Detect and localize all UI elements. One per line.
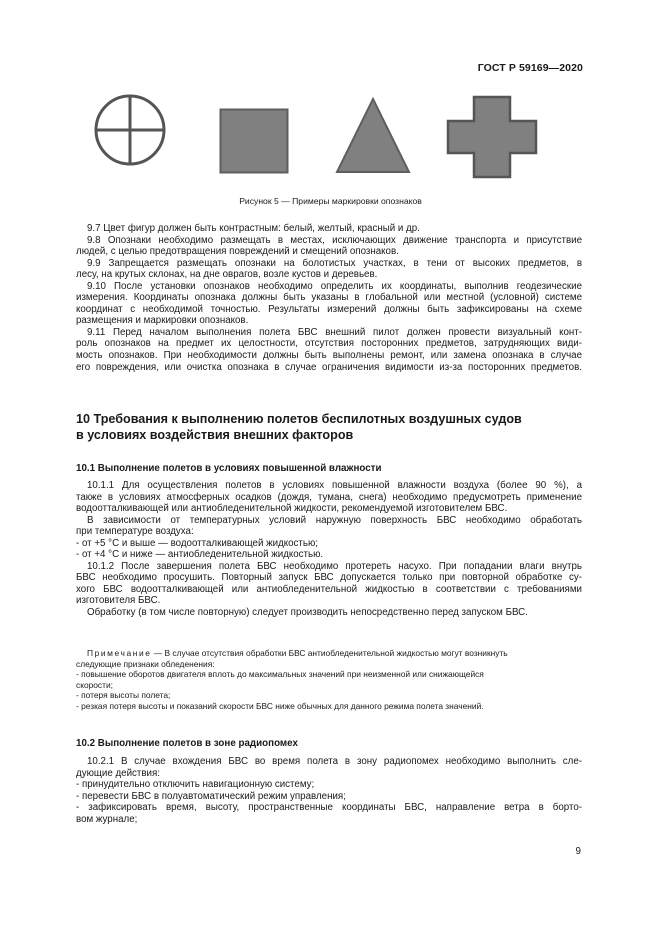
para-10-2-1-line: дующие действия: bbox=[76, 767, 160, 779]
para-10-1-1-line: 10.1.1 Для осуществления полетов в условиях повышенной влажности воздуха (более 90 %), а bbox=[87, 480, 582, 491]
figure-5 bbox=[0, 90, 661, 190]
para-10-1-1-line: также в условиях атмосферных осадков (дождя, тумана, снега) необходимо предусмотреть применение bbox=[76, 491, 582, 503]
subsection-10-2-title: 10.2 Выполнение полетов в зоне радиопомех bbox=[76, 738, 298, 749]
para-9-11-line: роль опознаков на предмет их целостности, отсутствия посторонних предметов, затрудняющих види- bbox=[76, 338, 582, 350]
list-item: - принудительно отключить навигационную систему; bbox=[76, 779, 315, 791]
para-9-10-line: измерения. Координаты опознака должны быть указаны в глобальной или местной (условной) системе bbox=[76, 292, 582, 304]
square-icon bbox=[219, 108, 289, 174]
list-item: вом журнале; bbox=[76, 813, 138, 825]
list-item: - перевести БВС в полуавтоматический режим управления; bbox=[76, 790, 346, 802]
para-10-1-2-line: хого БВС водоотталкивающей или антиобледенительной жидкостью в соответствии с требованиями bbox=[76, 583, 582, 595]
para-10-1-2-line: 10.1.2 После завершения полета БВС необходимо протереть насухо. При попадании влаги внутрь bbox=[87, 560, 582, 572]
list-item: - зафиксировать время, высоту, пространственные координаты БВС, направление ветра в борто- bbox=[76, 802, 582, 814]
subsection-10-2-text bbox=[76, 756, 582, 825]
circle-cross-icon bbox=[92, 90, 170, 170]
para-temp-line: при температуре воздуха: bbox=[76, 526, 194, 538]
note-label: Примечание bbox=[87, 648, 152, 658]
triangle-icon bbox=[334, 96, 412, 176]
section-9-text bbox=[76, 223, 582, 373]
para-10-1-2-line: изготовителя БВС. bbox=[76, 595, 161, 607]
subsection-10-1-title: 10.1 Выполнение полетов в условиях повышенной влажности bbox=[76, 463, 382, 474]
para-9-10-line: 9.10 После установки опознаков необходимо определить их координаты, выполнив геодезические bbox=[87, 280, 582, 292]
note-text: — В случае отсутствия обработки БВС антиобледенительной жидкостью могут возникнуть bbox=[151, 648, 508, 658]
para-10-1-2-line: БВС необходимо просушить. Повторный запуск БВС допускается только при повторной обработке су- bbox=[76, 572, 582, 584]
note-text: следующие признаки обледенения: bbox=[76, 658, 215, 669]
cross-icon bbox=[446, 95, 538, 179]
para-9-9-line: лесу, на крутых склонах, на дне оврагов, возле кустов и деревьев. bbox=[76, 269, 378, 281]
note-block bbox=[76, 648, 582, 712]
para-10-2-1-line: 10.2.1 В случае вхождения БВС во время полета в зону радиопомех необходимо выполнить сле- bbox=[87, 756, 582, 767]
para-9-8-line: людей, с целью предотвращения повреждений и смещений опознаков. bbox=[76, 246, 399, 258]
para-9-7: 9.7 Цвет фигур должен быть контрастным: белый, желтый, красный и др. bbox=[87, 223, 420, 234]
note-item: скорости; bbox=[76, 679, 113, 690]
para-9-11-line: 9.11 Перед началом выполнения полета БВС внешний пилот должен провести визуальный конт- bbox=[87, 326, 582, 338]
section-10-title: 10 Требования к выполнению полетов беспилотных воздушных судов в условиях воздействия внешних факторов bbox=[76, 412, 522, 442]
para-temp-line: В зависимости от температурных условий наружную поверхность БВС необходимо обработать bbox=[87, 514, 582, 526]
figure-caption: Рисунок 5 — Примеры маркировки опознаков bbox=[239, 196, 422, 206]
para-9-9-line: 9.9 Запрещается размещать опознаки на болотистых участках, в тени от высоких предметов, в bbox=[87, 257, 582, 269]
para-10-1-1-line: водоотталкивающей или антиобледенительной жидкости, рекомендуемой изготовителем БВС. bbox=[76, 503, 508, 515]
para-repeat: Обработку (в том числе повторную) следует производить непосредственно перед запуском БВС. bbox=[87, 607, 528, 619]
list-item: - от +5 °С и выше — водоотталкивающей жидкостью; bbox=[76, 537, 319, 549]
note-item: - потеря высоты полета; bbox=[76, 690, 171, 701]
para-9-8-line: 9.8 Опознаки необходимо размещать в местах, исключающих движение транспорта и присутствие bbox=[87, 234, 582, 246]
list-item: - от +4 °С и ниже — антиобледенительной жидкостью. bbox=[76, 549, 324, 561]
para-9-10-line: координат с необходимой точностью. Результаты измерений должны быть зафиксированы на схеме bbox=[76, 303, 582, 315]
note-item: - повышение оборотов двигателя вплоть до максимальных значений при неизменной или снижающейся bbox=[76, 669, 484, 680]
subsection-10-1-text bbox=[76, 480, 582, 619]
document-code: ГОСТ Р 59169—2020 bbox=[477, 62, 583, 74]
page-number: 9 bbox=[575, 846, 581, 857]
note-item: - резкая потеря высоты и показаний скорости БВС ниже обычных для данного режима полета значений. bbox=[76, 700, 484, 711]
para-9-11-line: мость опознаков. При необходимости должны быть выполнены ремонт, или замена опознака в случае bbox=[76, 350, 582, 362]
para-9-11-line: его повреждения, или очистка опознака в случае ограничения видимости из-за посторонних предметов. bbox=[76, 361, 582, 373]
para-9-10-line: размещения и маркировки опознаков. bbox=[76, 315, 249, 327]
